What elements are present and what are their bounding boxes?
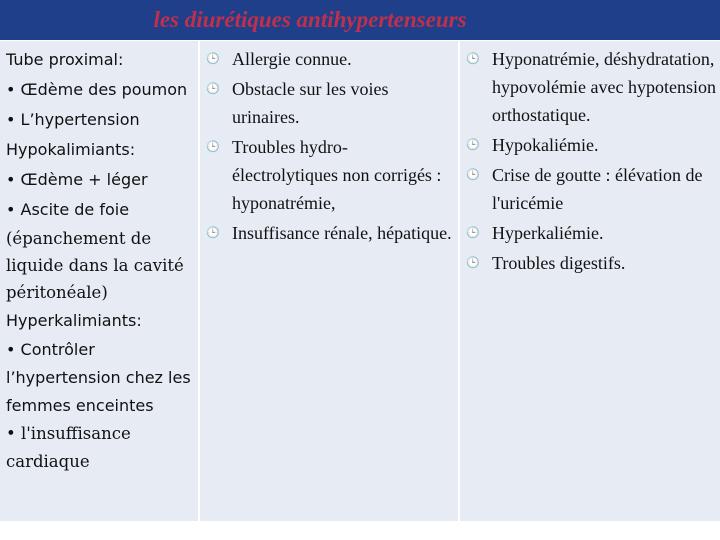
- hypokal-heading: Hypokalimiants:: [6, 140, 136, 159]
- list-item: 🕒 Troubles hydro-électrolytiques non corrigés : hyponatrémie,: [206, 133, 452, 217]
- hypokal-detail: (épanchement de liquide dans la cavité péritonéale): [6, 229, 184, 302]
- list-item: 🕒 Hyponatrémie, déshydratation, hypovolémie avec hypotension orthostatique.: [466, 45, 716, 129]
- slide-title: les diurétiques antihypertenseurs: [153, 7, 467, 32]
- list-item: 🕒 Hyperkaliémie.: [466, 219, 716, 247]
- list-item: • l'insuffisance cardiaque: [6, 424, 131, 471]
- list-item: 🕒 Crise de goutte : élévation de l'uricémie: [466, 161, 716, 217]
- side-effects-column: [460, 41, 720, 522]
- clock-icon: 🕒: [466, 227, 480, 239]
- list-item: 🕒 Obstacle sur les voies urinaires.: [206, 75, 452, 131]
- list-item: 🕒 Allergie connue.: [206, 45, 452, 73]
- proximal-heading: Tube proximal:: [6, 50, 124, 69]
- title-bar: [0, 0, 720, 40]
- list-item: • Œdème + léger: [6, 170, 148, 189]
- clock-icon: 🕒: [206, 83, 220, 95]
- clock-icon: 🕒: [466, 53, 480, 65]
- list-item: • Œdème des poumon: [6, 80, 188, 99]
- contraindications-column: [200, 41, 460, 522]
- footer-strip: [0, 521, 720, 540]
- list-item: 🕒 Troubles digestifs.: [466, 249, 716, 277]
- clock-icon: 🕒: [466, 257, 480, 269]
- clock-icon: 🕒: [206, 53, 220, 65]
- indications-column: [0, 41, 200, 522]
- list-item: • L’hypertension: [6, 110, 140, 129]
- clock-icon: 🕒: [466, 169, 480, 181]
- clock-icon: 🕒: [206, 227, 220, 239]
- clock-icon: 🕒: [466, 139, 480, 151]
- list-item: • Ascite de foie: [6, 200, 130, 219]
- clock-icon: 🕒: [206, 141, 220, 153]
- content-table: [0, 40, 720, 522]
- hyperkal-heading: Hyperkalimiants:: [6, 311, 142, 330]
- list-item: • Contrôler l’hypertension chez les femmes enceintes: [6, 340, 191, 415]
- list-item: 🕒 Insuffisance rénale, hépatique.: [206, 219, 452, 247]
- list-item: 🕒 Hypokaliémie.: [466, 131, 716, 159]
